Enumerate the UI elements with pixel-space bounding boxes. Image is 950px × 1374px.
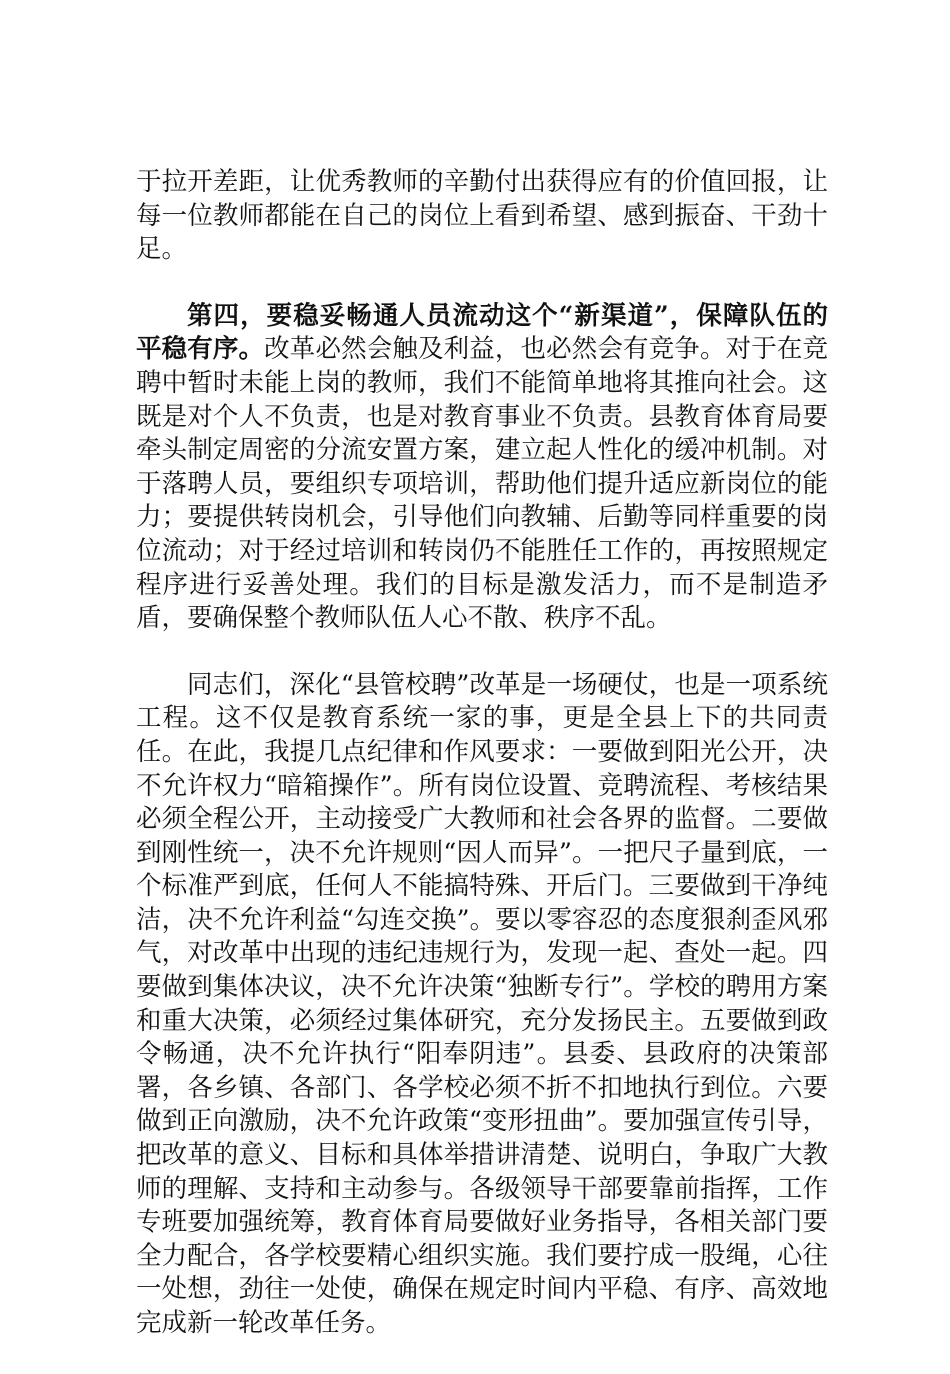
paragraph-continuation bbox=[136, 166, 828, 267]
paragraph-discipline-requirements bbox=[136, 669, 828, 1341]
paragraph-text: 改革必然会触及利益，也必然会有竞争。对于在竞聘中暂时未能上岗的教师，我们不能简单地将其推向社会。这既是对个人不负责，也是对教育事业不负责。县教育体育局要牵头制定周密的分流安置方案，建立起人性化的缓冲机制。对于落聘人员，要组织专项培训，帮助他们提升适应新岗位的能力；要提供转岗机会，引导他们向教辅、后勤等同样重要的岗位流动；对于经过培训和转岗仍不能胜任工作的，再按照规定程序进行妥善处理。我们的目标是激发活力，而不是制造矛盾，要确保整个教师队伍人心不散、秩序不乱。 bbox=[136, 334, 828, 634]
document-body bbox=[136, 166, 828, 1374]
paragraph-lead-heading: 第四，要稳妥畅通人员流动这个“新渠道”，保障队伍的平稳有序。 bbox=[136, 300, 828, 365]
paragraph-text: 于拉开差距，让优秀教师的辛勤付出获得应有的价值回报，让每一位教师都能在自己的岗位上看到希望、感到振奋、干劲十足。 bbox=[136, 167, 828, 265]
paragraph-fourth-point bbox=[136, 300, 828, 636]
paragraph-text: 同志们，深化“县管校聘”改革是一场硬仗，也是一项系统工程。这不仅是教育系统一家的事，更是全县上下的共同责任。在此，我提几点纪律和作风要求：一要做到阳光公开，决不允许权力“暗箱操作”。所有岗位设置、竞聘流程、考核结果必须全程公开，主动接受广大教师和社会各界的监督。二要做到刚性统一，决不允许规则“因人而异”。一把尺子量到底，一个标准严到底，任何人不能搞特殊、开后门。三要做到干净纯洁，决不允许利益“勾连交换”。要以零容忍的态度狠刹歪风邪气，对改革中出现的违纪违规行为，发现一起、查处一起。四要做到集体决议，决不允许决策“独断专行”。学校的聘用方案和重大决策，必须经过集体研究，充分发扬民主。五要做到政令畅通，决不允许执行“阳奉阴违”。县委、县政府的决策部署，各乡镇、各部门、各学校必须不折不扣地执行到位。六要做到正向激励，决不允许政策“变形扭曲”。要加强宣传引导，把改革的意义、目标和具体举措讲清楚、说明白，争取广大教师的理解、支持和主动参与。各级领导干部要靠前指挥，工作专班要加强统筹，教育体育局要做好业务指导，各相关部门要全力配合，各学校要精心组织实施。我们要拧成一股绳，心往一处想，劲往一处使，确保在规定时间内平稳、有序、高效地完成新一轮改革任务。 bbox=[136, 669, 828, 1338]
